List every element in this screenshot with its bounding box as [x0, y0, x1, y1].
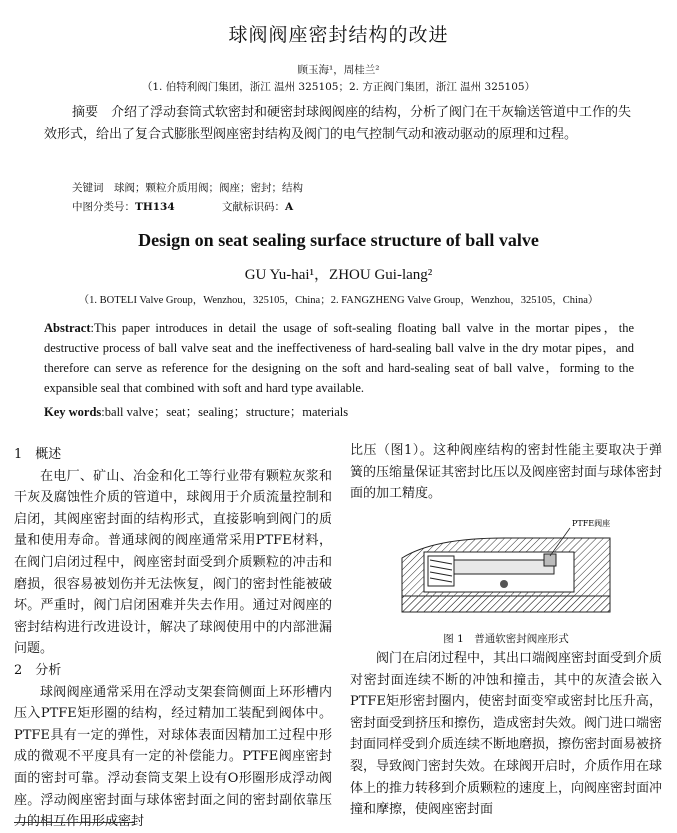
figure-1-seat-diagram [394, 514, 618, 624]
keywords-en-text: ball valve；seat；sealing；structure；materials [104, 405, 349, 419]
keywords-en: Key words:ball valve；seat；sealing；structure；materials [44, 405, 349, 419]
abstract-cn-text: 介绍了浮动套筒式软密封和硬密封球阀阀座的结构，分析了阀门在干灰输送管道中工作的失效形式，给出了复合式膨胀型阀座密封结构及阀门的电气控制气动和液动驱动的原理和过程。 [44, 105, 632, 142]
paper-title-en: Design on seat sealing surface structure of ball valve [138, 230, 539, 250]
body-right-column-bottom [350, 648, 662, 821]
keywords-cn-label: 关键词 [72, 182, 104, 194]
body-right-column-top [350, 440, 662, 505]
abstract-cn [44, 102, 634, 146]
classification-cn [72, 199, 293, 214]
abstract-en-label: Abstract [44, 321, 91, 335]
right-paragraph-2: 阀门在启闭过程中，其出口端阀座密封面受到介质对密封面连续不断的冲蚀和撞击，其中的灰渣会嵌入PTFE矩形密封圈内，使密封面变窄或密封比压升高，密封面受到挤压和擦伤，造成密封失效。阀门进口端密封面同样受到介质连续不断地磨损，擦伤密封面易被挤裂，导致阀门密封失效。在球阀开启时，介质作用在球体上的推力转移到介质颗粒的速度上，向阀座密封面冲撞和摩擦，使阀座密封面 [350, 651, 663, 818]
overview-paragraph: 在电厂、矿山、冶金和化工等行业带有颗粒灰浆和干灰及腐蚀性介质的管道中，球阀用于介质流量控制和启闭，其阀座密封面的结构形式，直接影响到阀门的质量和使用寿命。普通球阀的阀座通常采用PTFE材料，在阀门启闭过程中，阀座密封面受到介质颗粒的冲击和磨损，很容易被划伤并无法恢复，阀门的密封性能被破坏。严重时，阀门启闭困难并失去作用。通过对阀座的密封结构进行改进设计，解决了球阀使用中的内部泄漏问题。 [14, 468, 332, 657]
abstract-cn-label: 摘要 [72, 105, 99, 120]
keywords-cn-text: 球阀；颗粒介质用阀；阀座；密封；结构 [114, 182, 303, 194]
right-paragraph-1: 比压（图1）。这种阀座结构的密封性能主要取决于弹簧的压缩量保证其密封比压以及阀座密封面与球体密封面的加工精度。 [350, 443, 663, 502]
section-heading-analysis: 2 分析 [14, 662, 62, 678]
clc-value: TH134 [135, 201, 175, 213]
footnote-rule [14, 822, 134, 823]
floating-sleeve [454, 560, 554, 574]
keywords-en-label: Key words [44, 405, 102, 419]
analysis-paragraph: 球阀阀座通常采用在浮动支架套筒侧面上环形槽内压入PTFE矩形圈的结构，经过精加工装配到阀体中。PTFE具有一定的弹性，对球体表面因精加工过程中形成的微观不平度具有一定的补偿能力。PTFE阀座密封面的密封可靠。浮动套筒支架上设有O形圈形成浮动阀座。浮动阀座密封面与球体密封面之间的密封副依靠压力的相互作用形成密封 [14, 684, 332, 830]
section-heading-overview: 1 概述 [14, 447, 62, 462]
authors-en: GU Yu-hai¹，ZHOU Gui-lang² [244, 267, 433, 283]
doc-code-label: 文献标识码： [222, 201, 285, 213]
authors-cn: 顾玉海¹，周桂兰² [297, 64, 380, 76]
figure-label-ptfe-seat: PTFE阀座 [572, 519, 611, 528]
figure-1-caption: 图 1 普通软密封阀座形式 [443, 633, 569, 645]
affiliations-cn: （1. 伯特利阀门集团，浙江 温州 325105；2. 方正阀门集团，浙江 温州 325105） [141, 81, 536, 93]
abstract-en-text: This paper introduces in detail the usage of soft-sealing floating ball valve in the mortar pipes，the destructive process of ball valve seat and the ineffectiveness of hard-sealing ball valve in the dry motar pipes，and therefore can serve as reference for the designing on the soft and hard-sealing seat of ball valve，forming to the expansible seal that combined with soft and hard type available. [44, 321, 634, 395]
lower-body [402, 596, 610, 612]
o-ring [500, 580, 508, 588]
body-left-column [14, 444, 332, 833]
paper-title-cn: 球阀阀座密封结构的改进 [228, 24, 449, 46]
keywords-cn [72, 180, 303, 195]
abstract-en: Abstract:This paper introduces in detail the usage of soft-sealing floating ball valve in the mortar pipes，the destructive process of ball valve seat and the ineffectiveness of hard-sealing ball valve in the dry motar pipes，and therefore can serve as reference for the designing on the soft and hard-sealing seat of ball valve，forming to the expansible seal that combined with soft and hard type available. [44, 321, 634, 395]
clc-label: 中图分类号： [72, 201, 135, 213]
doc-code-value: A [285, 201, 294, 213]
affiliations-en: （1. BOTELI Valve Group，Wenzhou，325105，China；2. FANGZHENG Valve Group，Wenzhou，325105，China） [78, 295, 599, 306]
